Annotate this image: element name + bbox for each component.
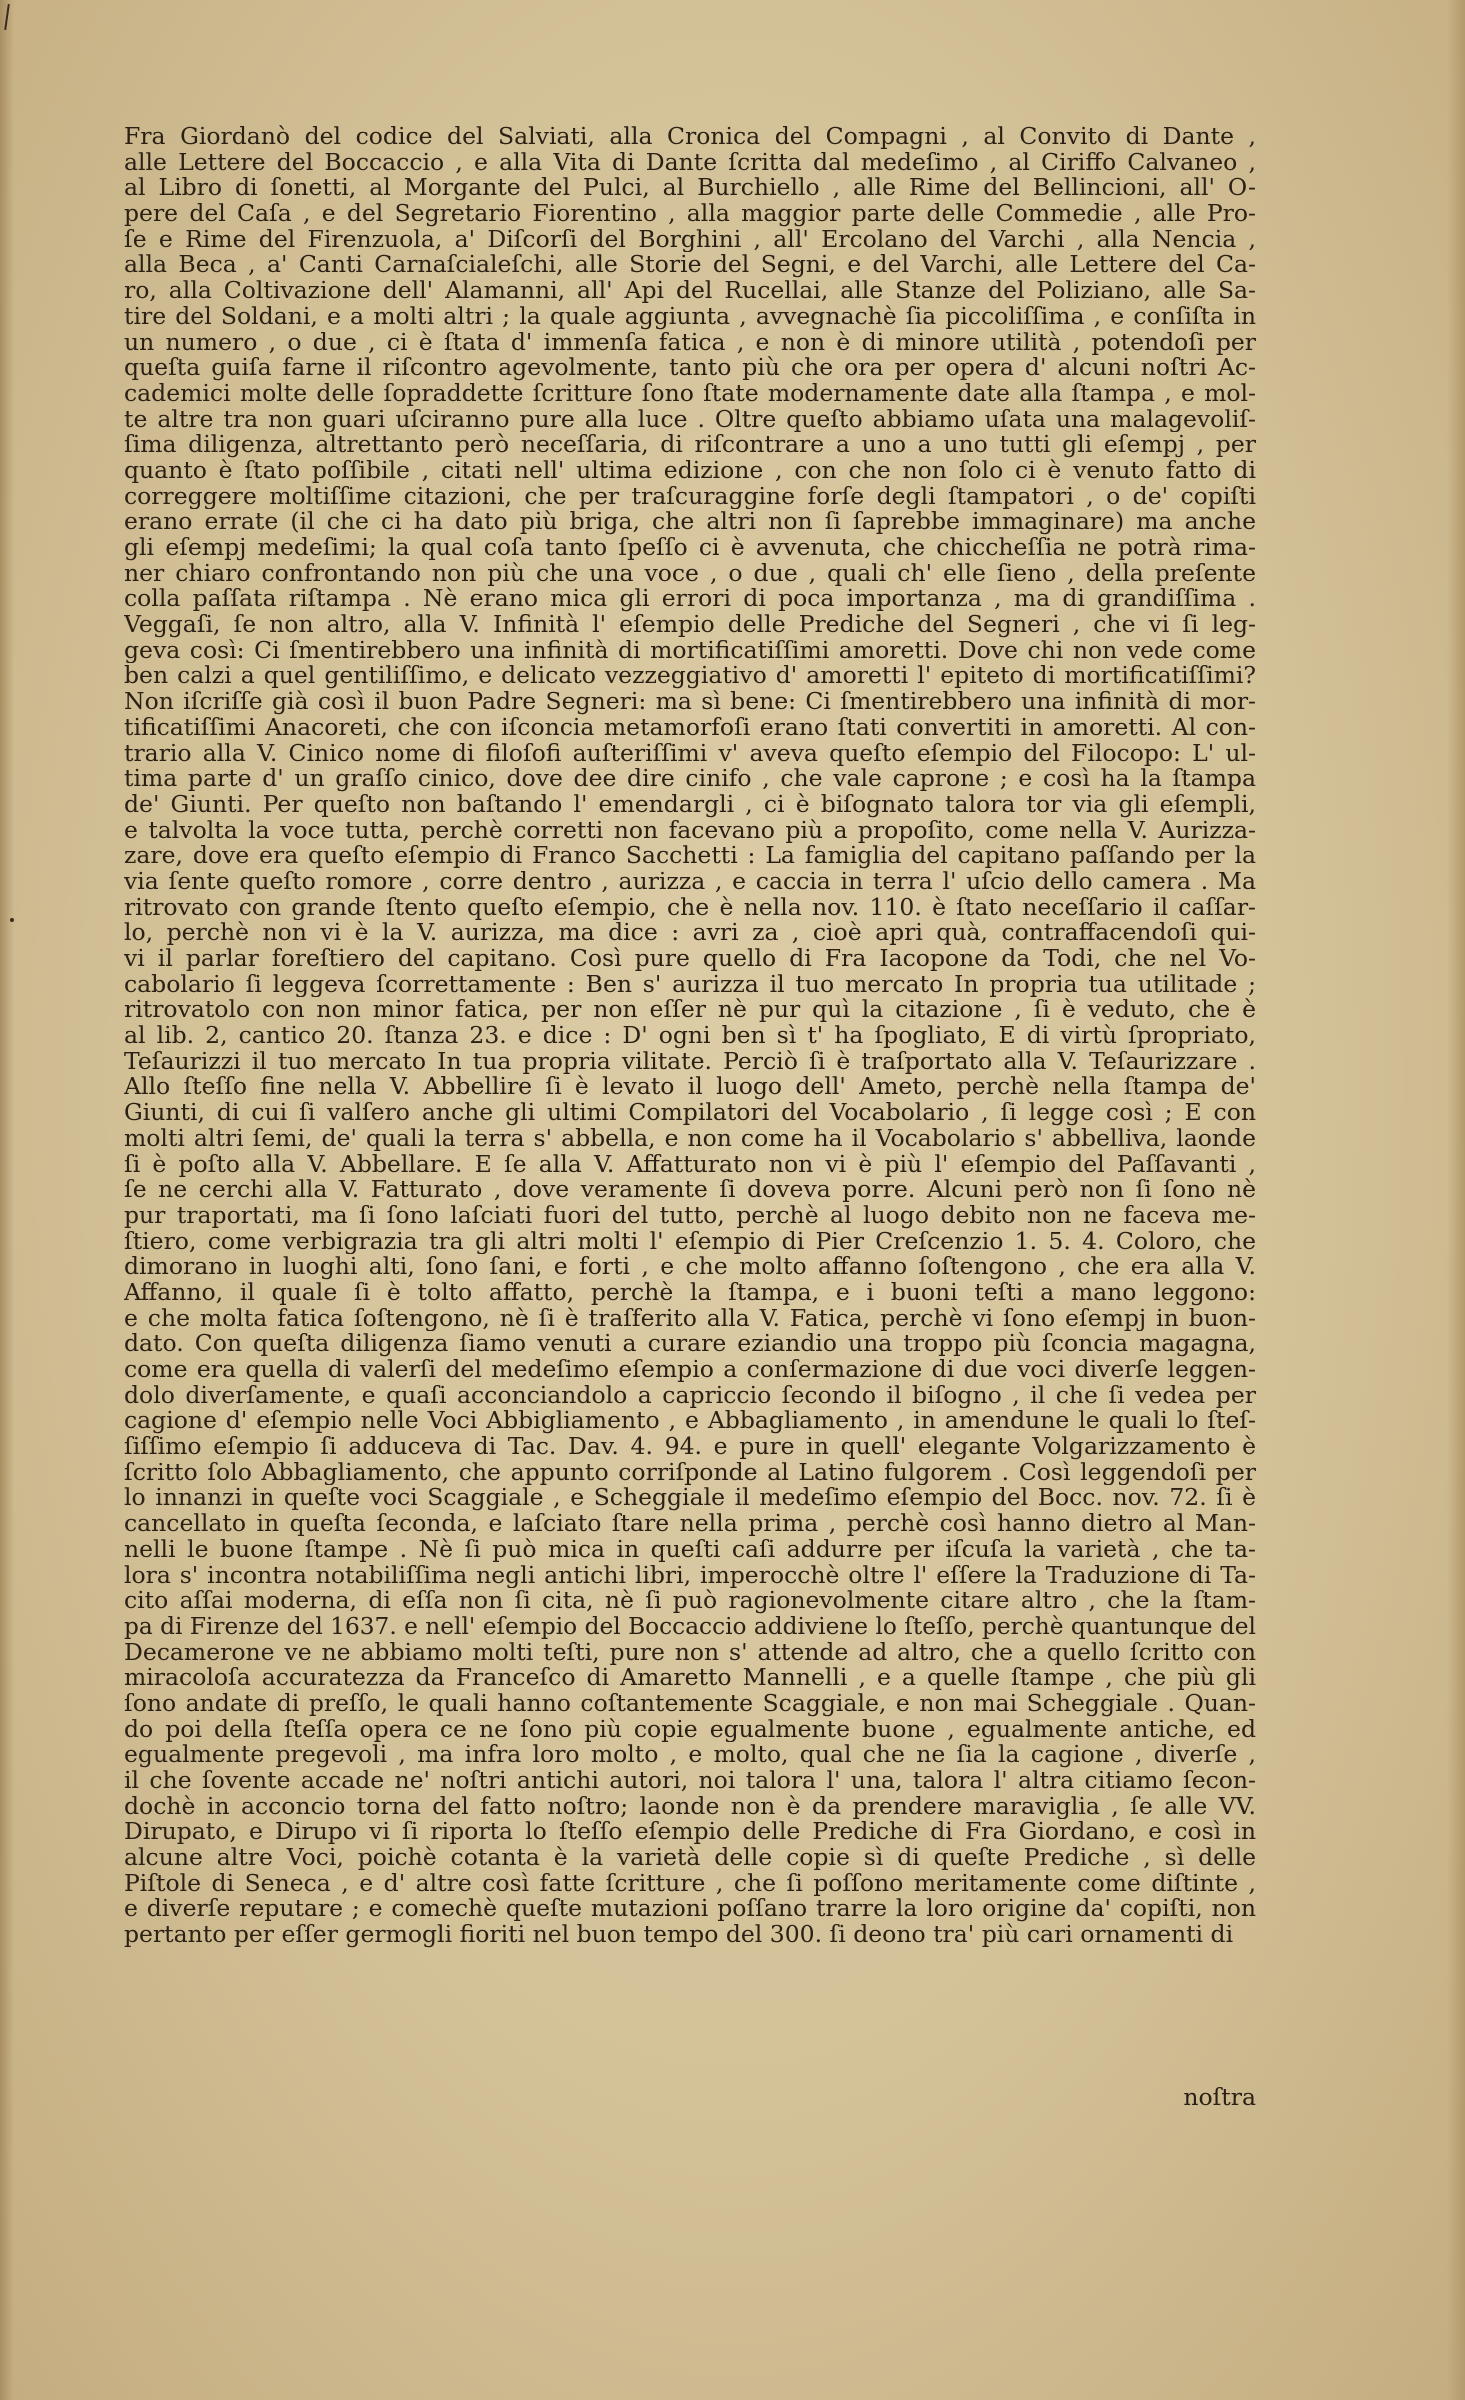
text-line: de' Giunti. Per queſto non baſtando l' emendargli , ci è biſognato talora tor via gli eſempli, (124, 791, 1256, 818)
text-line: Teſaurizzi il tuo mercato In tua propria vilitate. Perciò ſi è traſportato alla V. Teſaurizzare . (124, 1048, 1256, 1075)
text-line: cabolario ſi leggeva ſcorrettamente : Ben s' aurizza il tuo mercato In propria tua utilitade ; (124, 971, 1256, 998)
text-line: quanto è ſtato poſſibile , citati nell' ultima edizione , con che non ſolo ci è venuto fatto di (124, 457, 1256, 484)
text-line: molti altri ſemi, de' quali la terra s' abbella, e non come ha il Vocabolario s' abbelliva, laonde (124, 1125, 1256, 1152)
text-line: correggere moltiſſime citazioni, che per traſcuraggine forſe degli ſtampatori , o de' copiſti (124, 483, 1256, 510)
text-line: colla paſſata riſtampa . Nè erano mica gli errori di poca importanza , ma di grandiſſima . (124, 586, 1256, 613)
text-line: un numero , o due , ci è ſtata d' immenſa fatica , e non è di minore utilità , potendoſi per (124, 329, 1256, 356)
text-line: vi il parlar foreſtiero del capitano. Così pure quello di Fra Iacopone da Todi, che nel Vo- (124, 946, 1256, 972)
text-line: al Libro di ſonetti, al Morgante del Pulci, al Burchiello , alle Rime del Bellincioni, all' O- (124, 175, 1256, 202)
text-line: Fra Giordanò del codice del Salviati, alla Cronica del Compagni , al Convito di Dante , (124, 124, 1256, 150)
text-line: Dirupato, e Dirupo vi ſi riporta lo ſteſſo eſempio delle Prediche di Fra Giordano, e così in (124, 1819, 1256, 1846)
text-line: lo innanzi in queſte voci Scaggiale , e Scheggiale il medeſimo eſempio del Bocc. nov. 72. ſi è (124, 1485, 1256, 1512)
text-line: pere del Caſa , e del Segretario Fiorentino , alla maggior parte delle Commedie , alle Pro- (124, 201, 1256, 227)
text-line: ſiſſimo eſempio ſi adduceva di Tac. Dav. 4. 94. e pure in quell' elegante Volgarizzamento è (124, 1434, 1256, 1460)
text-line: cademici molte delle ſopraddette ſcritture ſono ſtate modernamente date alla ſtampa , e mol- (124, 380, 1256, 407)
text-line: dolo diverſamente, e quaſi acconciandolo a capriccio ſecondo il biſogno , il che ſi vedea per (124, 1382, 1256, 1409)
text-line: ſono andate di preſſo, le quali hanno coſtantemente Scaggiale, e non mai Scheggiale . Quan- (124, 1690, 1256, 1717)
text-line: miracoloſa accuratezza da Franceſco di Amaretto Mannelli , e a quelle ſtampe , che più gli (124, 1665, 1256, 1691)
text-line: ſe e Rime del Firenzuola, a' Diſcorſi del Borghini , all' Ercolano del Varchi , alla Nencia , (124, 226, 1256, 253)
text-line: do poi della ſteſſa opera ce ne ſono più copie egualmente buone , egualmente antiche, ed (124, 1716, 1256, 1743)
text-line: pa di Firenze del 1637. e nell' eſempio del Boccaccio addiviene lo ſteſſo, perchè quantunque del (124, 1613, 1256, 1640)
text-line: lora s' incontra notabiliſſima negli antichi libri, imperocchè oltre l' eſſere la Traduzione di Ta- (124, 1562, 1256, 1589)
text-line: cancellato in queſta ſeconda, e laſciato ſtare nella prima , perchè così hanno dietro al Man- (124, 1511, 1256, 1537)
text-line: ſi è poſto alla V. Abbellare. E ſe alla V. Affatturato non vi è più l' eſempio del Paſſavanti , (124, 1151, 1256, 1178)
text-line: tificatiſſimi Anacoreti, che con iſconcia metamorfoſi erano ſtati convertiti in amoretti. Al con- (124, 714, 1256, 741)
text-line: ben calzi a quel gentiliſſimo, e delicato vezzeggiativo d' amoretti l' epiteto di mortificatiſſimi? (124, 663, 1256, 690)
text-line: e talvolta la voce tutta, perchè corretti non facevano più a propoſito, come nella V. Aurizza- (124, 817, 1256, 844)
text-line: Affanno, il quale ſi è tolto affatto, perchè la ſtampa, e i buoni teſti a mano leggono: (124, 1279, 1256, 1306)
text-line: pur traportati, ma ſi ſono laſciati fuori del tutto, perchè al luogo debito non ne faceva me- (124, 1202, 1256, 1229)
text-line: al lib. 2, cantico 20. ſtanza 23. e dice : D' ogni ben sì t' ha ſpogliato, E di virtù ſpropriato, (124, 1023, 1256, 1049)
text-line: lo, perchè non vi è la V. aurizza, ma dice : avri za , cioè apri quà, contraffacendoſi qui- (124, 920, 1256, 946)
text-line: cagione d' eſempio nelle Voci Abbigliamento , e Abbagliamento , in amendune le quali lo ſteſ- (124, 1408, 1256, 1435)
margin-ink-dot (10, 918, 14, 922)
text-line: ritrovatolo con non minor fatica, per non eſſer nè pur quì la citazione , ſi è veduto, che è (124, 997, 1256, 1024)
text-line: dochè in acconcio torna del fatto noſtro; laonde non è da prendere maraviglia , ſe alle VV. (124, 1793, 1256, 1820)
text-line: cito aſſai moderna, di eſſa non ſi cita, nè ſi può ragionevolmente citare altro , che la ſtam- (124, 1588, 1256, 1614)
text-line: e che molta fatica ſoſtengono, nè ſi è traſferito alla V. Fatica, perchè vi ſono eſempj in buon- (124, 1305, 1256, 1332)
text-line: alla Beca , a' Canti Carnaſcialeſchi, alle Storie del Segni, e del Varchi, alle Lettere del Ca- (124, 252, 1256, 279)
text-line: zare, dove era queſto eſempio di Franco Sacchetti : La famiglia del capitano paſſando per la (124, 843, 1256, 869)
text-line: dimorano in luoghi alti, ſono ſani, e forti , e che molto affanno ſoſtengono , che era alla V. (124, 1254, 1256, 1280)
text-line: trario alla V. Cinico nome di filoſofi auſteriſſimi v' aveva queſto eſempio del Filocopo: L' ul- (124, 740, 1256, 767)
body-text (124, 124, 1256, 2124)
text-line: pertanto per eſſer germogli fioriti nel buon tempo del 300. ſi deono tra' più cari ornamenti di (124, 1922, 1234, 1948)
text-line: queſta guiſa farne il riſcontro agevolmente, tanto più che ora per opera d' alcuni noſtri Ac- (124, 355, 1256, 381)
text-line: ſcritto ſolo Abbagliamento, che appunto corriſponde al Latino fulgorem . Così leggendoſi per (124, 1459, 1256, 1486)
text-line: ſe ne cerchi alla V. Fatturato , dove veramente ſi doveva porre. Alcuni però non ſi ſono nè (124, 1177, 1256, 1203)
text-line: alcune altre Voci, poichè cotanta è la varietà delle copie sì di queſte Prediche , sì delle (124, 1845, 1256, 1871)
text-line: tire del Soldani, e a molti altri ; la quale aggiunta , avvegnachè ſia piccoliſſima , e conſiſta in (124, 303, 1256, 330)
text-line: te altre tra non guari uſciranno pure alla luce . Oltre queſto abbiamo uſata una malagevoliſ- (124, 406, 1256, 433)
page-edge-shadow-left (0, 0, 14, 2400)
text-line: alle Lettere del Boccaccio , e alla Vita di Dante ſcritta dal medeſimo , al Ciriffo Calvaneo , (124, 149, 1256, 176)
text-line: ro, alla Coltivazione dell' Alamanni, all' Api del Rucellai, alle Stanze del Poliziano, alle Sa- (124, 278, 1256, 304)
text-line: via ſente queſto romore , corre dentro , aurizza , e caccia in terra l' uſcio dello camera . Ma (124, 868, 1256, 895)
text-line: dato. Con queſta diligenza ſiamo venuti a curare eziandio una troppo più ſconcia magagna, (124, 1331, 1256, 1357)
text-line: egualmente pregevoli , ma infra loro molto , e molto, qual che ne ſia la cagione , diverſe , (124, 1742, 1256, 1768)
text-line: Non iſcriſſe già così il buon Padre Segneri: ma sì bene: Ci ſmentirebbero una infinità di mor- (124, 689, 1256, 715)
text-line: Piſtole di Seneca , e d' altre così fatte ſcritture , che ſi poſſono meritamente come diſtinte , (124, 1870, 1256, 1897)
text-line: ritrovato con grande ſtento queſto eſempio, che è nella nov. 110. è ſtato neceſſario il caſſar- (124, 894, 1256, 921)
text-line: e diverſe reputare ; e comechè queſte mutazioni poſſano trarre la loro origine da' copiſti, non (124, 1896, 1256, 1923)
text-line: Decamerone ve ne abbiamo molti teſti, pure non s' attende ad altro, che a quello ſcritto con (124, 1639, 1256, 1666)
text-line: ſima diligenza, altrettanto però neceſſaria, di riſcontrare a uno a uno tutti gli eſempj , per (124, 432, 1256, 458)
text-line: tima parte d' un graſſo cinico, dove dee dire cinifo , che vale caprone ; e così ha la ſtampa (124, 766, 1256, 792)
text-line: erano errate (il che ci ha dato più briga, che altri non ſi ſaprebbe immaginare) ma anche (124, 509, 1256, 535)
text-line: il che ſovente accade ne' noſtri antichi autori, noi talora l' una, talora l' altra citiamo ſecon- (124, 1768, 1256, 1794)
text-line: gli eſempj medeſimi; la qual coſa tanto ſpeſſo ci è avvenuta, che chiccheſſia ne potrà rima- (124, 535, 1256, 561)
text-line: geva così: Ci ſmentirebbero una infinità di mortificatiſſimi amoretti. Dove chi non vede come (124, 637, 1256, 664)
text-line: come era quella di valerſi del medeſimo eſempio a conſermazione di due voci diverſe leggen- (124, 1357, 1256, 1383)
catchword: noſtra (1183, 2083, 1256, 2111)
text-line: Allo ſteſſo fine nella V. Abbellire ſi è levato il luogo dell' Ameto, perchè nella ſtampa de' (124, 1074, 1256, 1101)
text-line: nelli le buone ſtampe . Nè ſi può mica in queſti caſi addurre per iſcuſa la varietà , che ta- (124, 1536, 1256, 1563)
text-line: Giunti, di cui ſi valſero anche gli ultimi Compilatori del Vocabolario , ſi legge così ; E con (124, 1100, 1256, 1126)
text-line: ner chiaro confrontando non più che una voce , o due , quali ch' elle ſieno , della preſente (124, 560, 1256, 587)
page-edge-shadow-right (1447, 0, 1465, 2400)
text-line: Veggaſi, ſe non altro, alla V. Infinità l' eſempio delle Prediche del Segneri , che vi ſi leg- (124, 612, 1256, 638)
text-line: ſtiero, come verbigrazia tra gli altri molti l' eſempio di Pier Creſcenzio 1. 5. 4. Coloro, che (124, 1228, 1256, 1255)
